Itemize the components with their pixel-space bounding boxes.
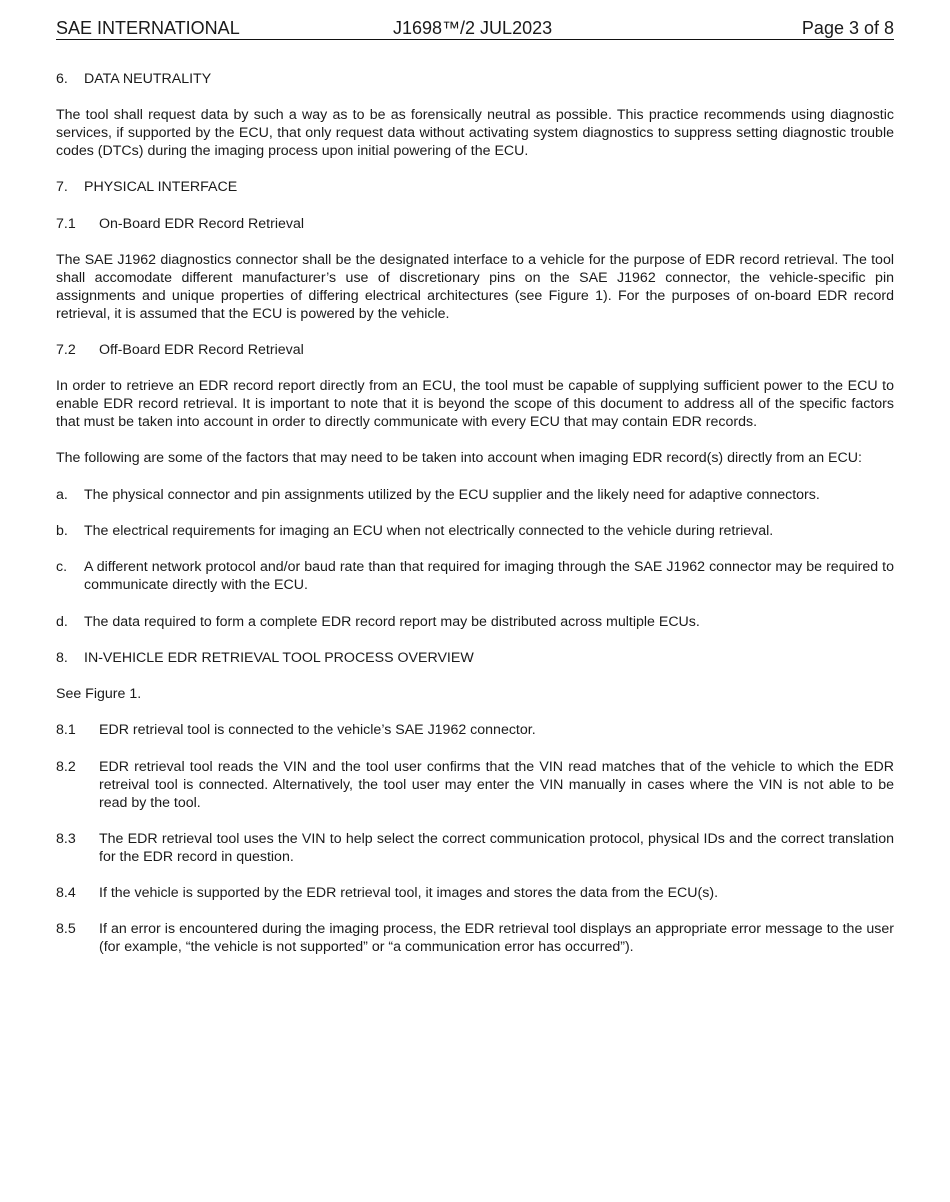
list-item-text: A different network protocol and/or baud rate than that required for imaging through the SAE J1962 connector may be required to communicate directly with the ECU. [84, 559, 894, 594]
list-item [56, 487, 894, 505]
section-6-paragraph: The tool shall request data by such a way as to be as forensically neutral as possible. This practice recommends using diagnostic services, if supported by the ECU, that only request data without activating system diagnostics to suppress setting diagnostic trouble codes (DTCs) during the imaging process upon initial powering of the ECU. [56, 107, 894, 160]
header-org: SAE INTERNATIONAL [56, 18, 240, 38]
step-text: EDR retrieval tool reads the VIN and the tool user confirms that the VIN read matches that of the vehicle to which the EDR retreival tool is connected. Alternatively, the tool user may enter the VIN manually in cases where the VIN is not able to be read by the tool. [99, 758, 894, 811]
step-text: If the vehicle is supported by the EDR retrieval tool, it images and stores the data from the ECU(s). [99, 885, 719, 902]
step-text: If an error is encountered during the imaging process, the EDR retrieval tool displays an appropriate error message to the user (for example, “the vehicle is not supported” or “a communication error has occurred”). [99, 921, 894, 956]
list-item [56, 559, 894, 595]
list-item-marker: c. [56, 559, 68, 576]
section-title: DATA NEUTRALITY [84, 71, 212, 87]
list-item [56, 523, 894, 541]
list-item-marker: d. [56, 613, 68, 630]
section-title: Off-Board EDR Record Retrieval [99, 342, 304, 359]
list-item-marker: a. [56, 486, 68, 503]
step-text: EDR retrieval tool is connected to the vehicle’s SAE J1962 connector. [99, 722, 536, 739]
section-number: 7.1 [56, 215, 76, 232]
step-text: The EDR retrieval tool uses the VIN to help select the correct communication protocol, physical IDs and the correct translation for the EDR record in question. [99, 830, 894, 865]
section-7-heading [56, 179, 894, 197]
section-title: PHYSICAL INTERFACE [84, 179, 238, 196]
step-number: 8.1 [56, 722, 76, 739]
header-page-number: Page 3 of 8 [801, 18, 894, 38]
list-item-text: The electrical requirements for imaging an ECU when not electrically connected to the vehicle during retrieval. [84, 523, 774, 540]
header-doc-id: J1698™/2 JUL2023 [393, 18, 553, 38]
section-number: 7.2 [56, 342, 76, 359]
step-number: 8.3 [56, 830, 76, 847]
process-step [56, 722, 894, 740]
page-header [56, 17, 894, 40]
section-8-paragraph: See Figure 1. [56, 686, 142, 703]
process-step [56, 759, 894, 813]
list-item-text: The physical connector and pin assignments utilized by the ECU supplier and the likely need for adaptive connectors. [84, 486, 820, 503]
section-8-heading [56, 650, 894, 668]
list-item-text: The data required to form a complete EDR record report may be distributed across multiple ECUs. [84, 613, 700, 630]
process-step [56, 831, 894, 867]
section-title: On-Board EDR Record Retrieval [99, 215, 305, 232]
section-7-1-paragraph: The SAE J1962 diagnostics connector shall be the designated interface to a vehicle for the purpose of EDR record retrieval. The tool shall accomodate different manufacturer’s use of discretionary pins on the SAE J1962 connector, the vehicle-specific pin assignments and unique properties of differing electrical architectures (see Figure 1). For the purposes of on-board EDR record retrieval, it is assumed that the ECU is powered by the vehicle. [56, 252, 894, 322]
section-number: 8. [56, 649, 68, 666]
section-number: 6. [56, 71, 68, 87]
document-body [56, 71, 894, 976]
step-number: 8.5 [56, 921, 76, 938]
process-step [56, 921, 894, 957]
section-7-2-paragraph-1: In order to retrieve an EDR record report directly from an ECU, the tool must be capable of supplying sufficient power to the ECU to enable EDR record retrieval. It is important to note that it is beyond the scope of this document to address all of the specific factors that must be taken into account in order to directly communicate with every ECU that may contain EDR records. [56, 378, 894, 431]
section-number: 7. [56, 179, 68, 196]
section-6-heading [56, 71, 894, 89]
section-7-2-heading [56, 342, 894, 360]
list-item [56, 614, 894, 632]
section-7-2-paragraph-2: The following are some of the factors that may need to be taken into account when imaging EDR record(s) directly from an ECU: [56, 450, 862, 467]
list-item-marker: b. [56, 523, 68, 540]
step-number: 8.4 [56, 885, 76, 902]
step-number: 8.2 [56, 758, 76, 775]
process-step [56, 885, 894, 903]
section-title: IN-VEHICLE EDR RETRIEVAL TOOL PROCESS OVERVIEW [84, 649, 474, 666]
section-7-1-heading [56, 216, 894, 234]
